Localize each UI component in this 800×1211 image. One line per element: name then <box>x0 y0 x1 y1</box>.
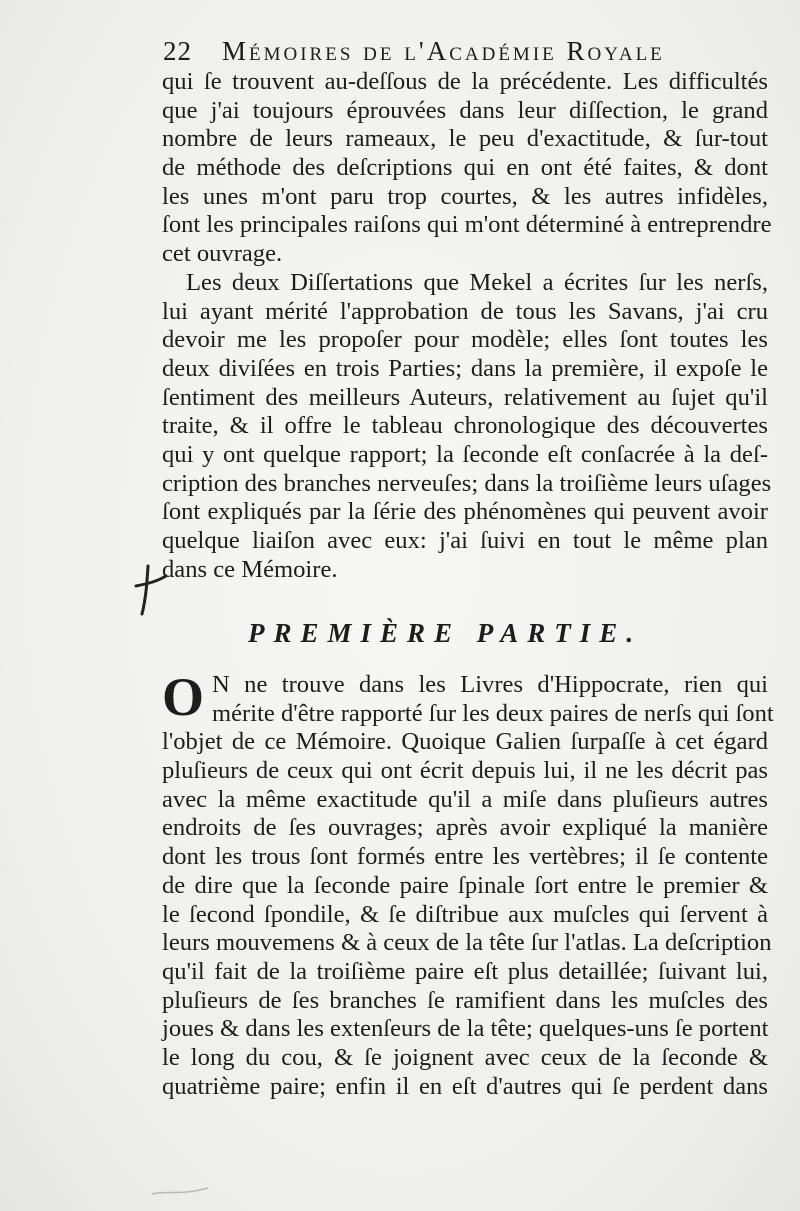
text-line: traite, & il offre le tableau chronologique des découvertes <box>162 412 768 440</box>
text-line: le long du cou, & ſe joignent avec ceux de la ſeconde & <box>162 1043 768 1071</box>
text-line: joues & dans les extenſeurs de la tête; quelques-uns ſe portent <box>162 1015 769 1043</box>
text-line: le ſecond ſpondile, & ſe diſtribue aux muſcles qui ſervent à <box>162 900 768 928</box>
running-title: Mémoires de l'Académie Royale <box>222 36 665 66</box>
text-line: qui y ont quelque rapport; la ſeconde eſt conſacrée à la deſ- <box>162 440 768 468</box>
intro-paragraphs <box>162 68 772 584</box>
text-line: ſentiment des meilleurs Auteurs, relativement au ſujet qu'il <box>162 383 768 411</box>
text-line: cription des branches nerveuſes; dans la troiſième leurs uſages <box>162 469 772 497</box>
text-line: qui ſe trouvent au-deſſous de la précédente. Les difficultés <box>162 68 768 95</box>
page-number: 22 <box>163 36 192 66</box>
text-line: lui ayant mérité l'approbation de tous les Savans, j'ai cru <box>162 297 768 325</box>
text-line: pluſieurs de ſes branches ſe ramifient dans les muſcles des <box>162 986 768 1014</box>
running-header <box>163 36 763 67</box>
text-line: mérite d'être rapporté ſur les deux paires de nerſs qui ſont <box>212 699 774 727</box>
text-line: avec la même exactitude qu'il a miſe dans pluſieurs autres <box>162 785 768 813</box>
text-line: ſont les principales raiſons qui m'ont déterminé à entreprendre <box>162 211 772 239</box>
drop-cap: O <box>162 667 205 727</box>
paper-smudge <box>150 1180 210 1200</box>
text-line: de méthode des deſcriptions qui en ont été faites, & dont <box>162 154 768 182</box>
text-line: devoir me les propoſer pour modèle; elles ſont toutes les <box>162 326 768 354</box>
text-line: pluſieurs de ceux qui ont écrit depuis lui, il ne les décrit pas <box>162 757 768 785</box>
text-line: dans ce Mémoire. <box>162 555 338 583</box>
text-line: que j'ai toujours éprouvées dans leur diſſection, le grand <box>162 96 768 124</box>
text-line: ſont expliqués par la ſérie des phénomènes qui peuvent avoir <box>162 498 768 526</box>
text-line: nombre de leurs rameaux, le peu d'exactitude, & ſur-tout <box>162 125 768 153</box>
text-line: endroits de ſes ouvrages; après avoir expliqué la manière <box>162 814 768 842</box>
section-paragraph <box>162 667 774 1101</box>
text-line: les unes m'ont paru trop courtes, & les autres infidèles, <box>162 182 768 210</box>
text-line: leurs mouvemens & à ceux de la tête ſur l'atlas. La deſcription <box>162 929 772 957</box>
text-line: Les deux Diſſertations que Mekel a écrites ſur les nerſs, <box>186 268 768 296</box>
text-line: cet ouvrage. <box>162 240 283 268</box>
text-line: quelque liaiſon avec eux: j'ai ſuivi en tout le même plan <box>162 527 768 554</box>
text-line: de dire que la ſeconde paire ſpinale ſort entre le premier & <box>162 871 768 899</box>
text-line: deux diviſées en trois Parties; dans la première, il expoſe le <box>162 354 768 382</box>
text-line: qu'il fait de la troiſième paire eſt plus detaillée; ſuivant lui, <box>162 957 768 985</box>
text-line: quatrième paire; enfin il en eſt d'autres qui ſe perdent dans <box>162 1072 768 1100</box>
text-line: N ne trouve dans les Livres d'Hippocrate, rien qui <box>212 671 768 698</box>
text-line: dont les trous ſont formés entre les vertèbres; il ſe contente <box>162 843 768 871</box>
handwritten-cross-mark <box>134 562 170 618</box>
section-heading: PREMIÈRE PARTIE. <box>248 618 643 648</box>
text-line: l'objet de ce Mémoire. Quoique Galien ſurpaſſe à cet égard <box>162 728 768 756</box>
